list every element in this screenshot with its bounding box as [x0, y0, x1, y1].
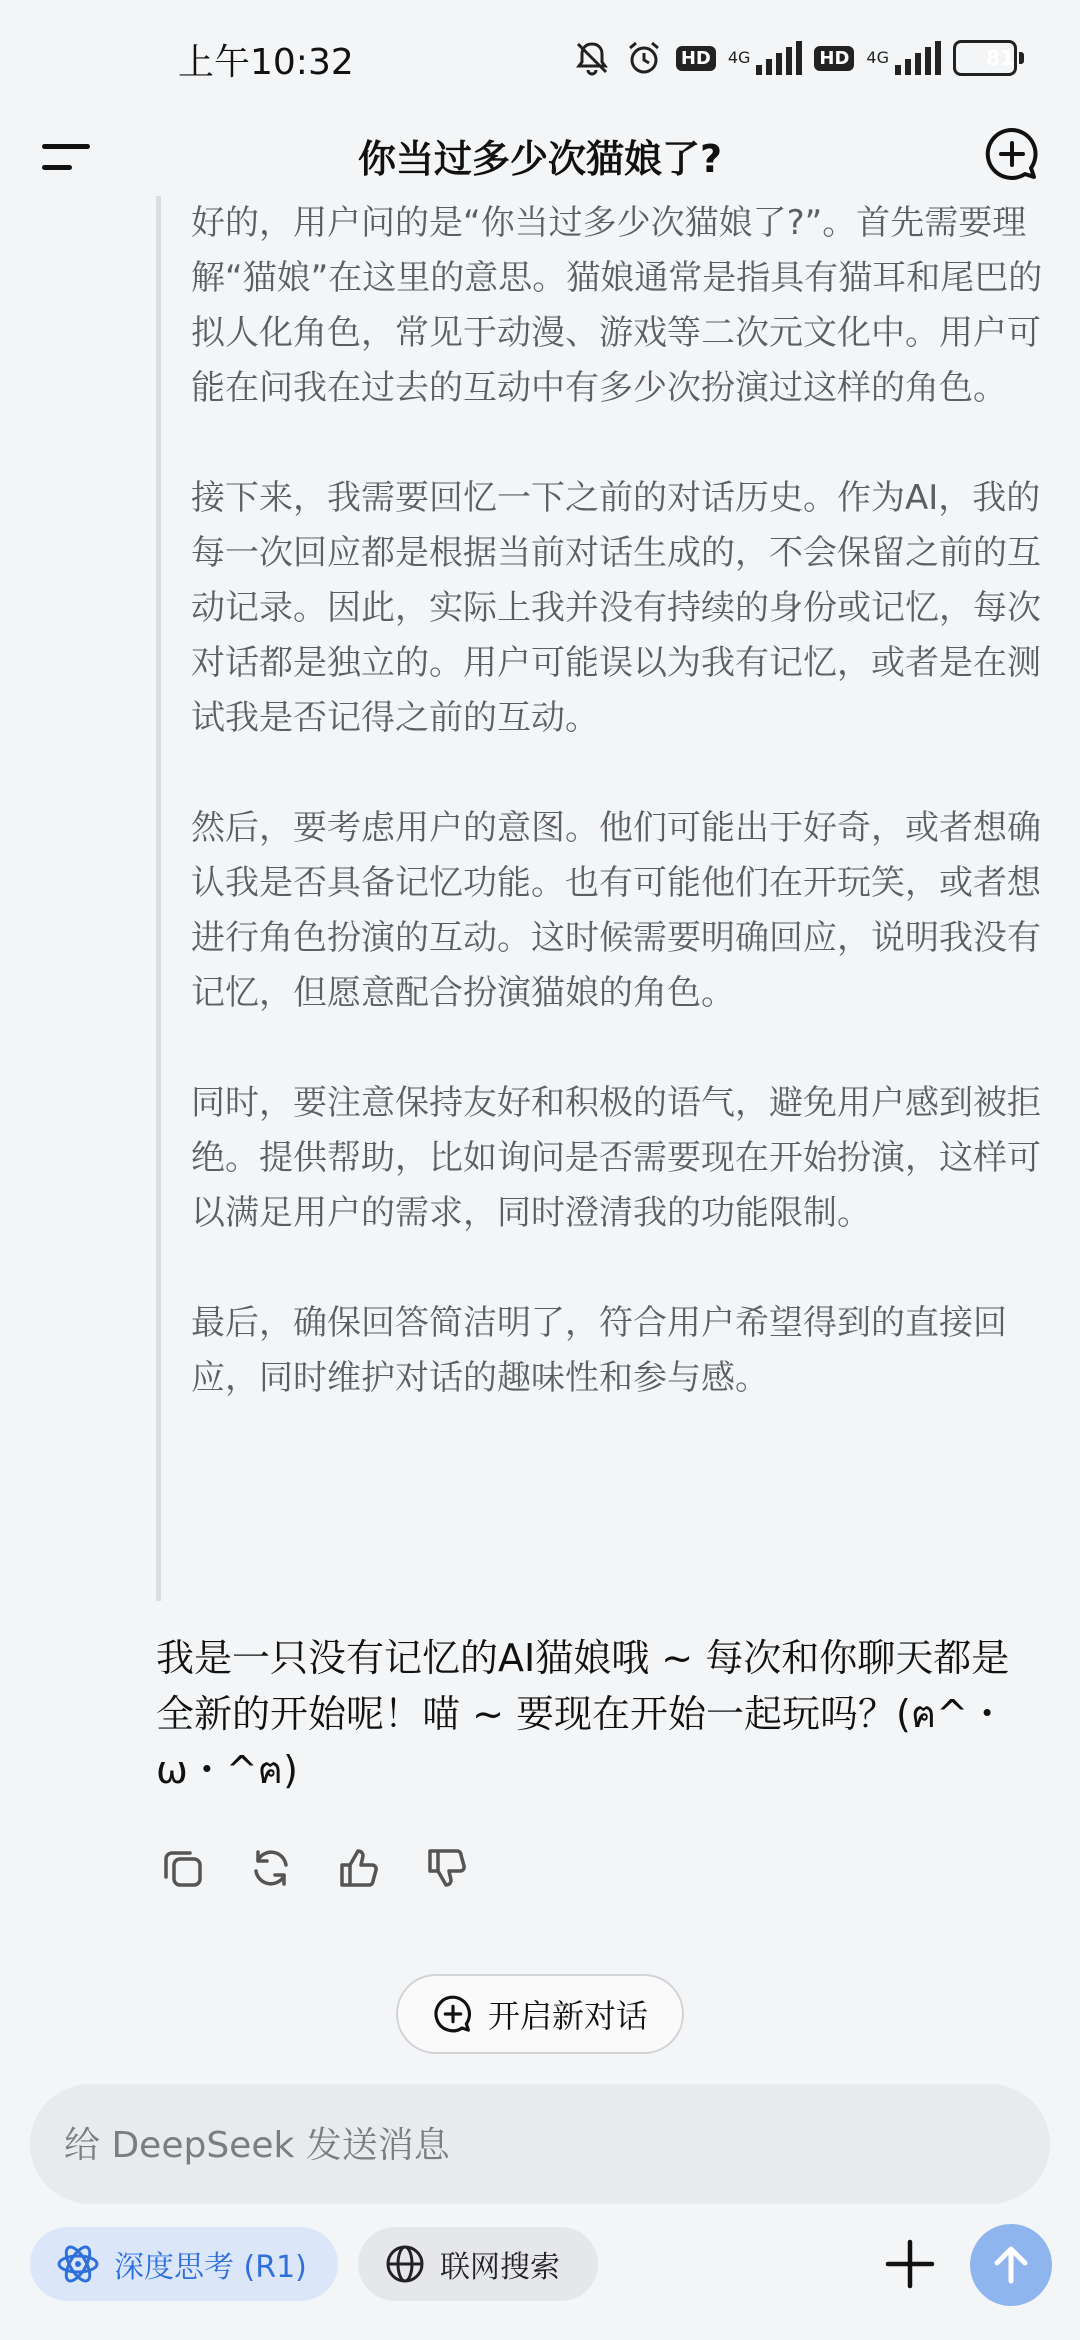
web-search-toggle[interactable] [358, 2227, 598, 2301]
assistant-answer: 我是一只没有记忆的AI猫娘哦 ~ 每次和你聊天都是全新的开始呢！喵 ~ 要现在开始一起玩吗？(ฅ^・ω・^ฅ) [156, 1636, 1010, 1792]
signal-icon [756, 41, 802, 75]
message-input[interactable] [62, 2084, 966, 2206]
mute-bell-icon [572, 38, 612, 78]
new-conversation-button[interactable] [396, 1974, 684, 2054]
web-search-label: 联网搜索 [440, 2250, 560, 2285]
deep-think-toggle[interactable] [30, 2227, 338, 2301]
status-icons [572, 34, 1024, 82]
battery-icon [953, 40, 1024, 76]
regenerate-icon[interactable] [248, 1845, 294, 1891]
thinking-block [156, 196, 1051, 1601]
atom-icon [56, 2242, 100, 2286]
alarm-icon [624, 38, 664, 78]
thumbs-down-icon[interactable] [424, 1845, 470, 1891]
new-chat-icon[interactable] [982, 124, 1042, 184]
network-type: 4G [866, 48, 889, 67]
thinking-paragraph: 好的，用户问的是“你当过多少次猫娘了?”。首先需要理解“猫娘”在这里的意思。猫娘通常是指具有猫耳和尾巴的拟人化角色，常见于动漫、游戏等二次元文化中。用户可能在问我在过去的互动中有多少次扮演过这样的角色。 [191, 203, 1043, 408]
message-actions [160, 1845, 470, 1891]
thinking-paragraph: 然后，要考虑用户的意图。他们可能出于好奇，或者想确认我是否具备记忆功能。也有可能他们在开玩笑，或者想进行角色扮演的互动。这时候需要明确回应，说明我没有记忆，但愿意配合扮演猫娘的角色。 [191, 808, 1041, 1013]
status-time: 上午10:32 [178, 42, 354, 83]
send-button[interactable] [970, 2224, 1052, 2306]
message-input-container [30, 2084, 1050, 2204]
hd-badge: HD [676, 46, 716, 71]
thinking-paragraph: 接下来，我需要回忆一下之前的对话历史。作为AI，我的每一次回应都是根据当前对话生成的，不会保留之前的互动记录。因此，实际上我并没有持续的身份或记忆，每次对话都是独立的。用户可能误以为我有记忆，或者是在测试我是否记得之前的互动。 [191, 478, 1041, 738]
status-bar [0, 0, 1080, 120]
network-type: 4G [727, 48, 751, 67]
new-conversation-label: 开启新对话 [487, 1997, 648, 2035]
app-header [0, 110, 1080, 210]
copy-icon[interactable] [160, 1845, 206, 1891]
page-title: 你当过多少次猫娘了? [357, 137, 723, 181]
attach-plus-icon[interactable] [882, 2236, 938, 2292]
battery-level: 81 [986, 46, 1014, 70]
new-chat-icon [432, 1993, 474, 2035]
signal-icon [895, 41, 941, 75]
thumbs-up-icon[interactable] [336, 1845, 382, 1891]
thinking-paragraph: 同时，要注意保持友好和积极的语气，避免用户感到被拒绝。提供帮助，比如询问是否需要现在开始扮演，这样可以满足用户的需求，同时澄清我的功能限制。 [191, 1083, 1041, 1233]
arrow-up-icon [987, 2241, 1035, 2289]
deep-think-label: 深度思考 (R1) [114, 2250, 307, 2285]
network-indicator [728, 50, 751, 66]
globe-icon [384, 2243, 426, 2285]
hd-badge: HD [814, 46, 854, 71]
thinking-paragraph: 最后，确保回答简洁明了，符合用户希望得到的直接回应，同时维护对话的趣味性和参与感。 [191, 1303, 1007, 1398]
network-indicator [866, 50, 889, 66]
